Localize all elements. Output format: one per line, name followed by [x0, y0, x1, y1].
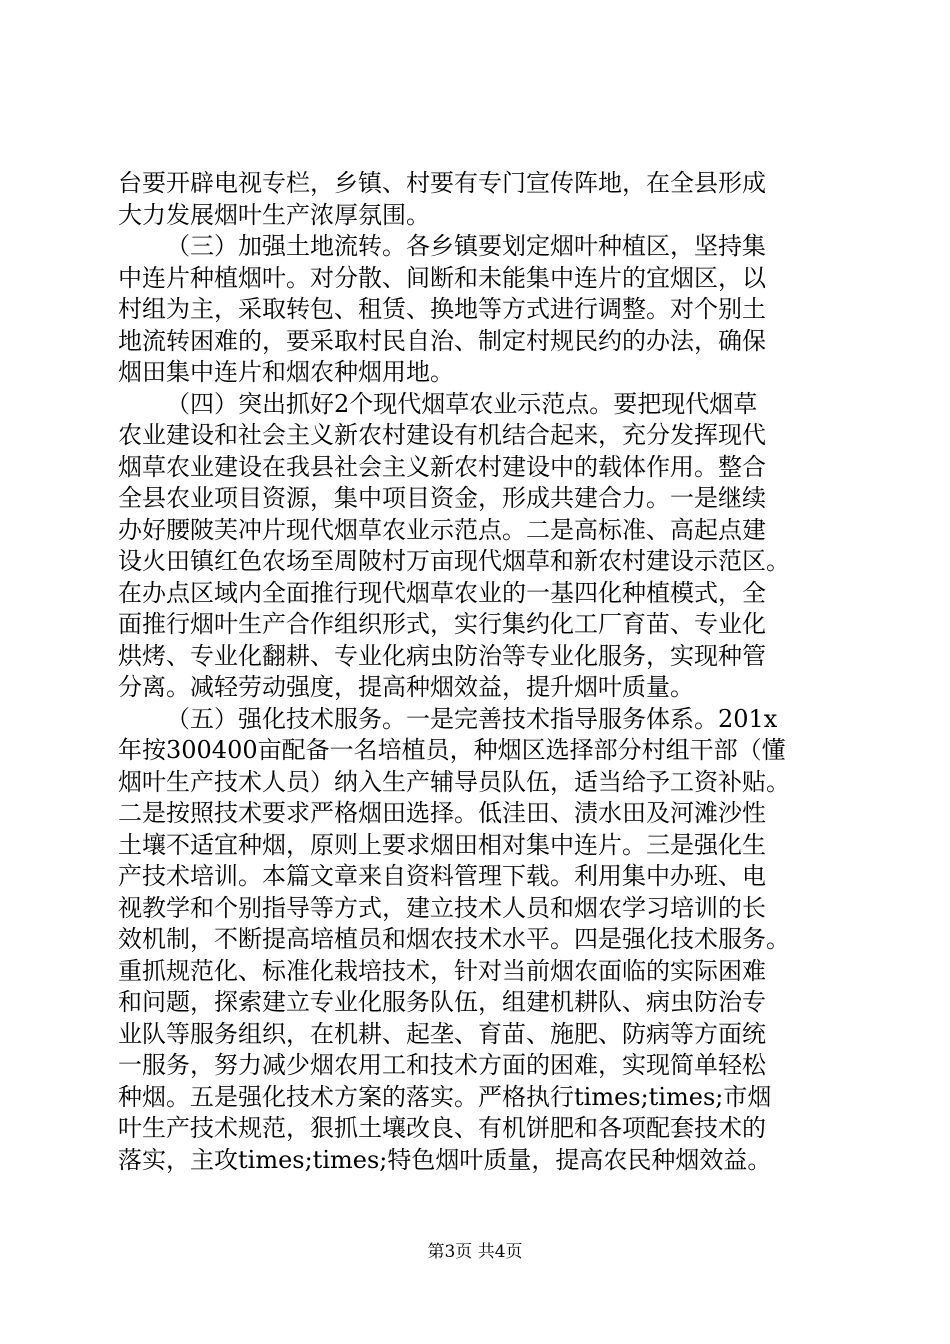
text-line: 土壤不适宜种烟，原则上要求烟田相对集中连片。三是强化生: [118, 830, 766, 859]
text-line: 面推行烟叶生产合作组织形式，实行集约化工厂育苗、专业化: [118, 610, 766, 638]
text-line: 重抓规范化、标准化栽培技术，针对当前烟农面临的实际困难: [118, 956, 766, 985]
text-line: 效机制，不断提高培植员和烟农技术水平。四是强化技术服务。: [118, 925, 790, 953]
text-line: 全县农业项目资源，集中项目资金，形成共建合力。一是继续: [118, 484, 766, 512]
text-line: 台要开辟电视专栏，乡镇、村要有专门宣传阵地，在全县形成: [118, 169, 766, 197]
text-line: 地流转困难的，要采取村民自治、制定村规民约的办法，确保: [118, 326, 766, 355]
text-line: 和问题，探索建立专业化服务队伍，组建机耕队、病虫防治专: [118, 988, 766, 1016]
paragraph-heading-line: （三）加强土地流转。各乡镇要划定烟叶种植区，坚持集: [166, 232, 766, 260]
text-line: 农业建设和社会主义新农村建设有机结合起来，充分发挥现代: [118, 421, 766, 449]
text-line: 分离。减轻劳动强度，提高种烟效益，提升烟叶质量。: [118, 673, 694, 701]
text-line: 年按300400亩配备一名培植员，种烟区选择部分村组干部（懂: [118, 736, 786, 764]
text-line: 烘烤、专业化翻耕、专业化病虫防治等专业化服务，实现种管: [118, 641, 766, 670]
paragraph-heading-line: （五）强化技术服务。一是完善技术指导服务体系。201x: [166, 704, 778, 733]
text-line: 二是按照技术要求严格烟田选择。低洼田、渍水田及河滩沙性: [118, 799, 766, 827]
text-line: 设火田镇红色农场至周陂村万亩现代烟草和新农村建设示范区。: [118, 547, 790, 575]
text-line: 产技术培训。本篇文章来自资料管理下载。利用集中办班、电: [118, 862, 766, 890]
text-line: 视教学和个别指导等方式，建立技术人员和烟农学习培训的长: [118, 893, 766, 922]
text-line: 大力发展烟叶生产浓厚氛围。: [118, 200, 430, 229]
text-line: 叶生产技术规范，狠抓土壤改良、有机饼肥和各项配套技术的: [118, 1114, 766, 1142]
text-line: 一服务，努力减少烟农用工和技术方面的困难，实现简单轻松: [118, 1051, 766, 1079]
text-line: 村组为主，采取转包、租赁、换地等方式进行调整。对个别土: [118, 295, 766, 323]
text-line: 烟叶生产技术人员）纳入生产辅导员队伍，适当给予工资补贴。: [118, 767, 790, 796]
text-line: 种烟。五是强化技术方案的落实。严格执行times;times;市烟: [118, 1082, 772, 1111]
text-line: 中连片种植烟叶。对分散、间断和未能集中连片的宜烟区，以: [118, 263, 766, 292]
text-line: 办好腰陂芙冲片现代烟草农业示范点。二是高标准、高起点建: [118, 515, 766, 544]
paragraph-heading-line: （四）突出抓好2个现代烟草农业示范点。要把现代烟草: [166, 389, 758, 418]
text-line: 落实，主攻times;times;特色烟叶质量，提高农民种烟效益。: [118, 1145, 772, 1174]
text-line: 烟草农业建设在我县社会主义新农村建设中的载体作用。整合: [118, 452, 766, 481]
page-number-footer: 第3页 共4页: [427, 1242, 523, 1262]
body-text: [118, 168, 832, 1176]
text-line: 在办点区域内全面推行现代烟草农业的一基四化种植模式，全: [118, 578, 766, 607]
text-line: 烟田集中连片和烟农种烟用地。: [118, 358, 454, 386]
text-line: 业队等服务组织，在机耕、起垄、育苗、施肥、防病等方面统: [118, 1019, 766, 1048]
